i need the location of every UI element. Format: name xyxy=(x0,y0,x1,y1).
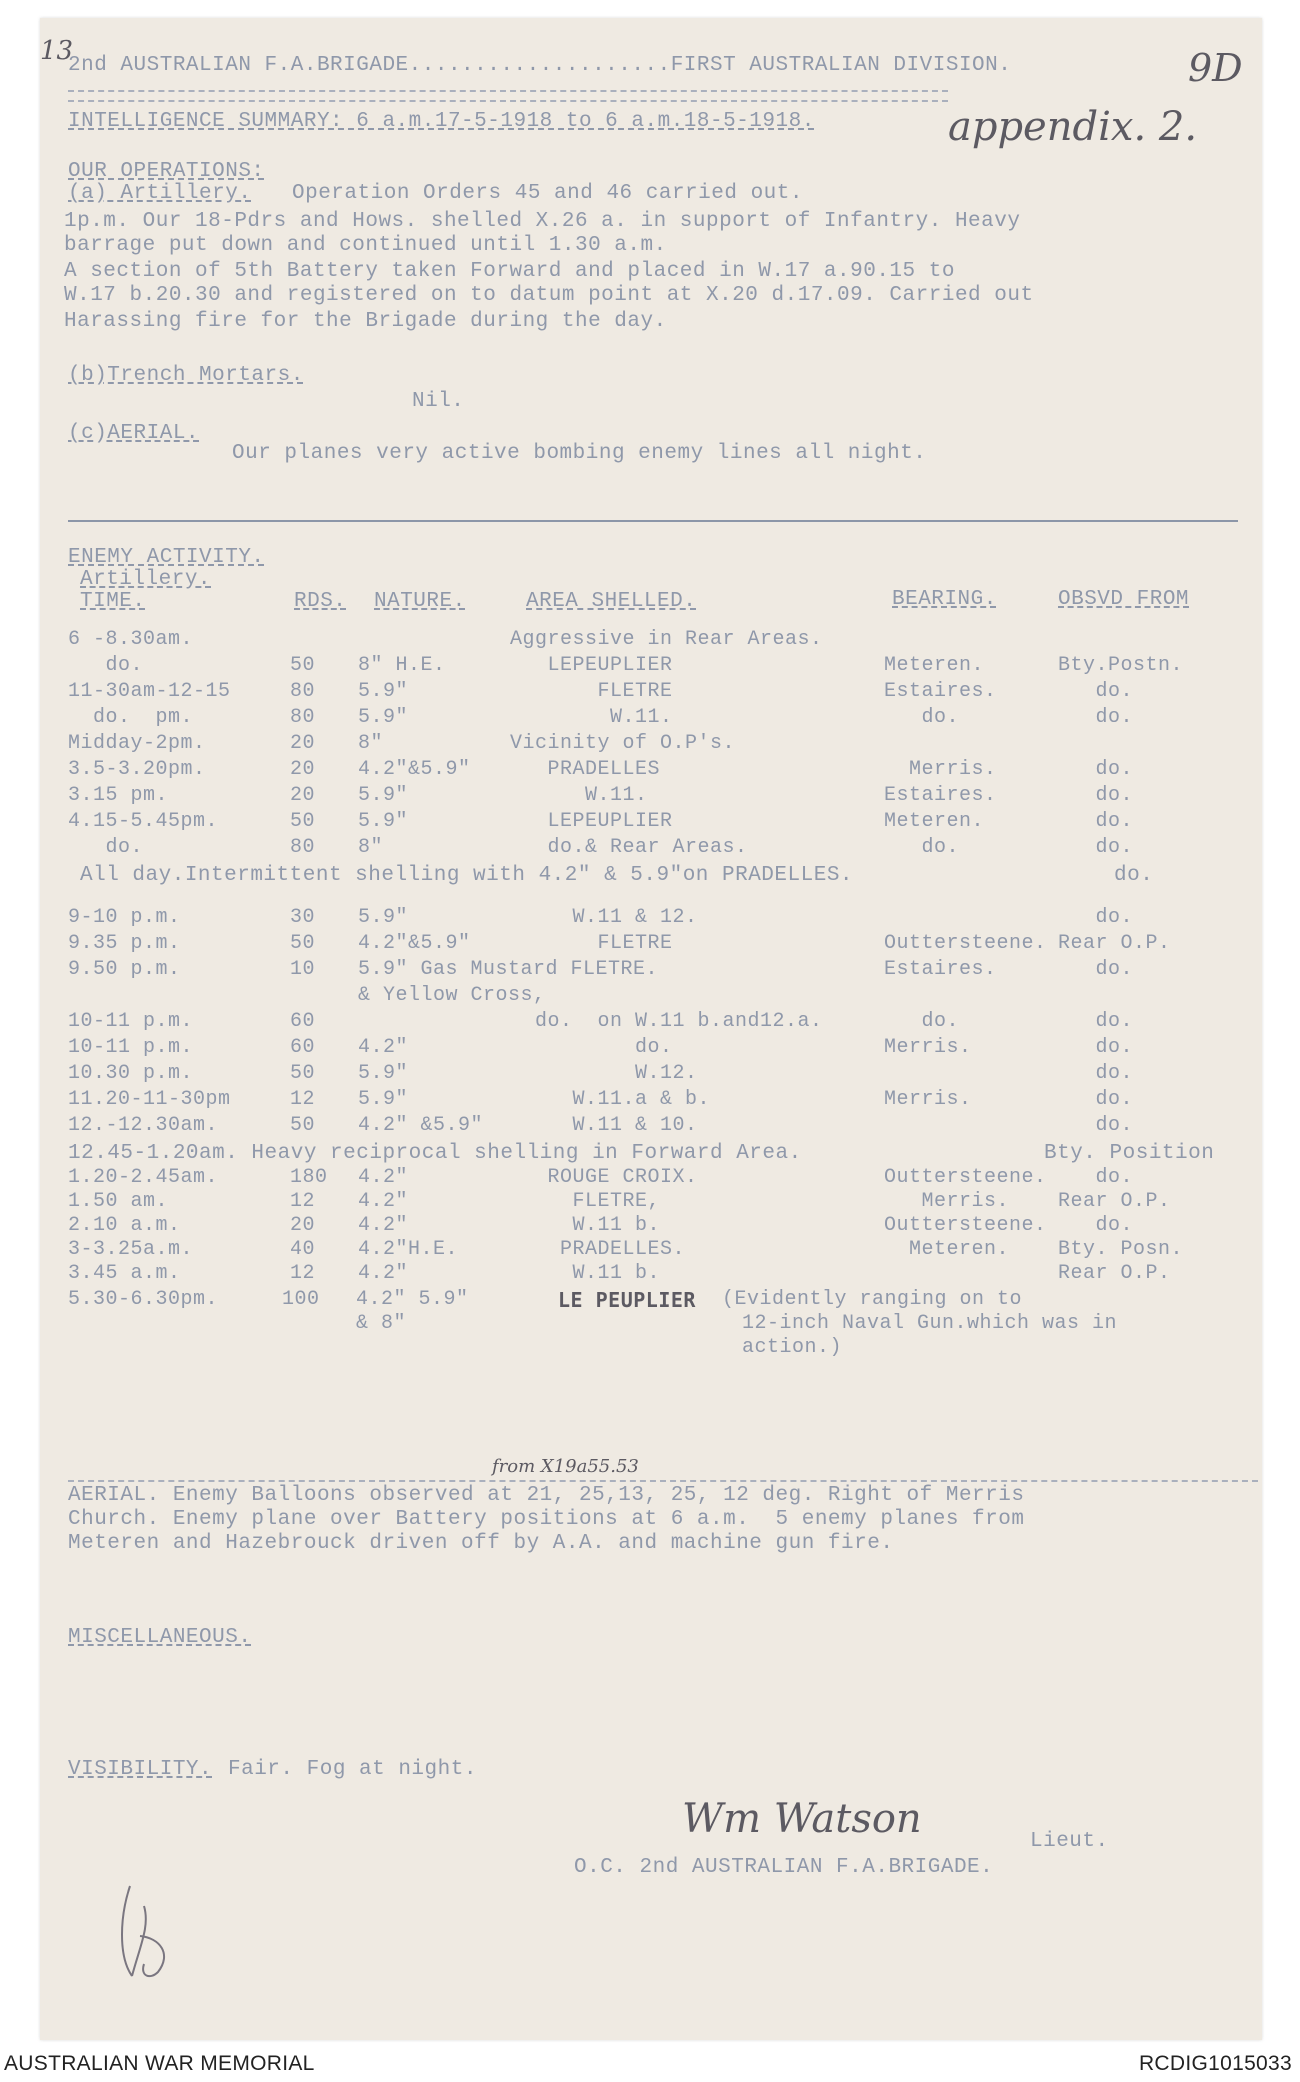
cell-rds: 80 xyxy=(290,706,316,729)
cell-nature: 5.9" xyxy=(358,906,409,929)
table-row xyxy=(40,1036,1262,1062)
cell-bearing: Outtersteene. xyxy=(884,1166,1047,1189)
cell-time: 10.30 p.m. xyxy=(68,1062,194,1085)
artillery-text: Operation Orders 45 and 46 carried out. xyxy=(292,182,803,205)
cell-area: do. on W.11 b.and12.a. xyxy=(510,1010,823,1033)
table-row xyxy=(40,1262,1262,1288)
last-row-rds: 100 xyxy=(282,1288,320,1311)
cell-obs: Rear O.P. xyxy=(1058,932,1171,955)
table-row xyxy=(40,1114,1262,1140)
cell-rds: 50 xyxy=(290,810,316,833)
cell-time: 9-10 p.m. xyxy=(68,906,181,929)
aerial-line-3: Meteren and Hazebrouck driven off by A.A. and machine gun fire. xyxy=(68,1532,894,1555)
artillery-line-2: barrage put down and continued until 1.30 a.m. xyxy=(64,234,667,257)
cell-time: 10-11 p.m. xyxy=(68,1010,194,1033)
cell-nature: 5.9" xyxy=(358,706,409,729)
cell-nature: 8" H.E. xyxy=(358,654,446,677)
cell-obs: do. xyxy=(1058,1062,1134,1085)
cell-time: 3.15 pm. xyxy=(68,784,169,807)
cell-nature: 4.2" &5.9" xyxy=(358,1114,484,1137)
cell-area: do. xyxy=(510,1036,673,1059)
last-row-nature: 4.2" 5.9" xyxy=(356,1288,469,1311)
heavy-shelling-obs: Bty. Position xyxy=(1044,1142,1215,1165)
cell-rds: 10 xyxy=(290,958,316,981)
cell-obs: do. xyxy=(1058,1114,1134,1137)
cell-nature: 4.2" xyxy=(358,1036,409,1059)
signature-office: O.C. 2nd AUSTRALIAN F.A.BRIGADE. xyxy=(574,1856,994,1879)
cell-bearing: Meteren. xyxy=(884,1238,1010,1261)
table-row xyxy=(40,1062,1262,1088)
cell-nature: 4.2" xyxy=(358,1214,409,1237)
cell-nature: 5.9" xyxy=(358,1088,409,1111)
last-row-area: LE PEUPLIER xyxy=(558,1288,696,1312)
cell-time: do. pm. xyxy=(68,706,194,729)
cell-nature: 4.2"H.E. xyxy=(358,1238,459,1261)
col-nature: NATURE. xyxy=(374,590,466,613)
aerial-label: (c)AERIAL. xyxy=(68,422,200,445)
operations-heading: OUR OPERATIONS: xyxy=(68,160,265,183)
cell-obs: do. xyxy=(1058,1214,1134,1237)
all-day-obs: do. xyxy=(1114,864,1154,887)
cell-area: LEPEUPLIER xyxy=(510,654,673,677)
col-bearing: BEARING. xyxy=(892,588,997,611)
cell-bearing: do. xyxy=(884,706,960,729)
cell-nature: 5.9" xyxy=(358,1062,409,1085)
table-row xyxy=(40,732,1262,758)
cell-bearing: Outtersteene. xyxy=(884,1214,1047,1237)
signature: Wm Watson xyxy=(682,1796,922,1842)
cell-area: W.11 & 12. xyxy=(510,906,698,929)
table-row xyxy=(40,810,1262,836)
cell-obs: do. xyxy=(1058,706,1134,729)
cell-rds: 80 xyxy=(290,836,316,859)
cell-bearing: do. xyxy=(884,836,960,859)
table-row xyxy=(40,1010,1262,1036)
table-row xyxy=(40,958,1262,984)
table-row xyxy=(40,932,1262,958)
cell-area: W.11 & 10. xyxy=(510,1114,698,1137)
header-title: 2nd AUSTRALIAN F.A.BRIGADE....................FIRST AUSTRALIAN DIVISION. xyxy=(68,54,1012,77)
cell-rds: 30 xyxy=(290,906,316,929)
cell-time: 1.20-2.45am. xyxy=(68,1166,219,1189)
table-row xyxy=(40,984,1262,1010)
initials-mark xyxy=(110,1876,190,1986)
cell-obs: do. xyxy=(1058,836,1134,859)
cell-rds: 50 xyxy=(290,932,316,955)
cell-time: 2.10 a.m. xyxy=(68,1214,181,1237)
all-day-line: All day.Intermittent shelling with 4.2" & 5.9"on PRADELLES. xyxy=(80,864,854,887)
cell-time: 9.35 p.m. xyxy=(68,932,181,955)
cell-rds: 60 xyxy=(290,1010,316,1033)
signature-rank: Lieut. xyxy=(1030,1830,1109,1853)
heavy-shelling-line: 12.45-1.20am. Heavy reciprocal shelling in Forward Area. xyxy=(68,1142,802,1165)
artillery-line-4: W.17 b.20.30 and registered on to datum point at X.20 d.17.09. Carried out xyxy=(64,284,1034,307)
cell-time: Midday-2pm. xyxy=(68,732,206,755)
artillery-label: (a) Artillery. xyxy=(68,182,252,205)
cell-time: 12.-12.30am. xyxy=(68,1114,219,1137)
cell-area: PRADELLES xyxy=(510,758,661,781)
table-row xyxy=(40,1088,1262,1114)
cell-time: 3.45 a.m. xyxy=(68,1262,181,1285)
cell-obs: Bty. Posn. xyxy=(1058,1238,1184,1261)
summary-title: INTELLIGENCE SUMMARY: 6 a.m.17-5-1918 to 6 a.m.18-5-1918. xyxy=(68,110,815,133)
aerial-line-2: Church. Enemy plane over Battery positions at 6 a.m. 5 enemy planes from xyxy=(68,1508,1025,1531)
table-row xyxy=(40,1214,1262,1240)
cell-obs: Bty.Postn. xyxy=(1058,654,1184,677)
artillery-line-3: A section of 5th Battery taken Forward and placed in W.17 a.90.15 to xyxy=(64,260,955,283)
table-row xyxy=(40,784,1262,810)
cell-obs: do. xyxy=(1058,758,1134,781)
page-mark: 9D xyxy=(1188,46,1243,90)
footer-left: AUSTRALIAN WAR MEMORIAL xyxy=(4,2052,315,2075)
cell-area: W.11 b. xyxy=(510,1262,661,1285)
cell-obs: do. xyxy=(1058,1166,1134,1189)
cell-bearing: Merris. xyxy=(884,758,997,781)
artillery-line-1: 1p.m. Our 18-Pdrs and Hows. shelled X.26 a. in support of Infantry. Heavy xyxy=(64,210,1021,233)
cell-area: LEPEUPLIER xyxy=(510,810,673,833)
cell-bearing: Merris. xyxy=(884,1190,1010,1213)
cell-rds: 20 xyxy=(290,732,316,755)
cell-time: do. xyxy=(68,836,144,859)
cell-area: PRADELLES. xyxy=(510,1238,686,1261)
cell-obs: do. xyxy=(1058,680,1134,703)
header-divider xyxy=(68,90,948,92)
cell-obs: do. xyxy=(1058,906,1134,929)
cell-rds: 50 xyxy=(290,1062,316,1085)
cell-bearing: do. xyxy=(884,1010,960,1033)
table-row xyxy=(40,1166,1262,1192)
cell-bearing: Merris. xyxy=(884,1036,972,1059)
last-row-note-3: action.) xyxy=(742,1336,843,1359)
cell-nature: 5.9" Gas Mustard FLETRE. xyxy=(358,958,659,981)
cell-bearing: Meteren. xyxy=(884,810,985,833)
cell-area: FLETRE, xyxy=(510,1190,661,1213)
cell-obs: do. xyxy=(1058,958,1134,981)
document-page xyxy=(40,18,1262,2040)
cell-rds: 12 xyxy=(290,1088,316,1111)
cell-time: 6 -8.30am. xyxy=(68,628,194,651)
aerial-text: Our planes very active bombing enemy lines all night. xyxy=(232,442,927,465)
cell-bearing: Estaires. xyxy=(884,784,997,807)
aerial-line-1: AERIAL. Enemy Balloons observed at 21, 25,13, 25, 12 deg. Right of Merris xyxy=(68,1484,1025,1507)
cell-nature: 4.2"&5.9" xyxy=(358,932,471,955)
col-time: TIME. xyxy=(80,590,146,613)
header-divider-2 xyxy=(68,100,948,102)
cell-rds: 20 xyxy=(290,1214,316,1237)
table-row xyxy=(40,706,1262,732)
cell-time: 11-30am-12-15 xyxy=(68,680,231,703)
cell-time: 1.50 am. xyxy=(68,1190,169,1213)
cell-bearing: Meteren. xyxy=(884,654,985,677)
cell-obs: Rear O.P. xyxy=(1058,1190,1171,1213)
cell-area: W.11. xyxy=(510,706,673,729)
cell-rds: 50 xyxy=(290,1114,316,1137)
cell-time: 4.15-5.45pm. xyxy=(68,810,219,833)
trench-mortars-text: Nil. xyxy=(412,390,465,413)
cell-rds: 20 xyxy=(290,758,316,781)
cell-area: W.12. xyxy=(510,1062,698,1085)
cell-obs: do. xyxy=(1058,1088,1134,1111)
cell-bearing: Estaires. xyxy=(884,680,997,703)
aerial-insert: from X19a55.53 xyxy=(492,1456,639,1477)
artillery-line-5: Harassing fire for the Brigade during the day. xyxy=(64,310,667,333)
cell-bearing: Estaires. xyxy=(884,958,997,981)
cell-rds: 40 xyxy=(290,1238,316,1261)
cell-area: FLETRE xyxy=(510,932,673,955)
cell-rds: 12 xyxy=(290,1262,316,1285)
cell-rds: 50 xyxy=(290,654,316,677)
cell-nature: 8" xyxy=(358,732,384,755)
cell-bearing: Merris. xyxy=(884,1088,972,1111)
cell-area: W.11 b. xyxy=(510,1214,661,1237)
trench-mortars-label: (b)Trench Mortars. xyxy=(68,364,304,387)
corner-mark: 13 xyxy=(40,36,74,66)
cell-rds: 80 xyxy=(290,680,316,703)
last-row-note-1: (Evidently ranging on to xyxy=(722,1288,1023,1311)
cell-time: do. xyxy=(68,654,144,677)
cell-nature: 4.2" xyxy=(358,1190,409,1213)
cell-bearing: Outtersteene. xyxy=(884,932,1047,955)
table-row xyxy=(40,836,1262,862)
cell-time: 9.50 p.m. xyxy=(68,958,181,981)
footer-right: RCDIG1015033 xyxy=(1138,2052,1292,2075)
cell-area: W.11. xyxy=(510,784,648,807)
cell-nature: 4.2"&5.9" xyxy=(358,758,471,781)
col-area: AREA SHELLED. xyxy=(526,590,697,613)
appendix-note: appendix. 2. xyxy=(948,104,1198,150)
cell-rds: 180 xyxy=(290,1166,328,1189)
visibility-label: VISIBILITY. xyxy=(68,1758,213,1781)
cell-time: 3-3.25a.m. xyxy=(68,1238,194,1261)
visibility-text: Fair. Fog at night. xyxy=(228,1758,477,1781)
cell-area: do.& Rear Areas. xyxy=(510,836,748,859)
cell-obs: Rear O.P. xyxy=(1058,1262,1171,1285)
table-row xyxy=(40,628,1262,654)
cell-time: 11.20-11-30pm xyxy=(68,1088,231,1111)
col-obs: OBSVD FROM xyxy=(1058,588,1190,611)
cell-obs: do. xyxy=(1058,1036,1134,1059)
cell-nature: 5.9" xyxy=(358,784,409,807)
last-row-note-2: 12-inch Naval Gun.which was in xyxy=(742,1312,1118,1335)
table-row xyxy=(40,758,1262,784)
table-row xyxy=(40,1238,1262,1264)
cell-area: ROUGE CROIX. xyxy=(510,1166,698,1189)
cell-time: 3.5-3.20pm. xyxy=(68,758,206,781)
cell-area: W.11.a & b. xyxy=(510,1088,711,1111)
table-row xyxy=(40,680,1262,706)
last-row-time: 5.30-6.30pm. xyxy=(68,1288,219,1311)
cell-nature: 4.2" xyxy=(358,1166,409,1189)
col-rds: RDS. xyxy=(294,590,347,613)
cell-rds: 12 xyxy=(290,1190,316,1213)
cell-time: 10-11 p.m. xyxy=(68,1036,194,1059)
cell-nature: 4.2" xyxy=(358,1262,409,1285)
cell-nature: & Yellow Cross, xyxy=(358,984,546,1007)
enemy-heading: ENEMY ACTIVITY. xyxy=(68,546,265,569)
cell-obs: do. xyxy=(1058,784,1134,807)
cell-rds: 20 xyxy=(290,784,316,807)
table-row xyxy=(40,906,1262,932)
cell-area: Aggressive in Rear Areas. xyxy=(510,628,823,651)
cell-rds: 60 xyxy=(290,1036,316,1059)
cell-nature: 5.9" xyxy=(358,680,409,703)
cell-area: FLETRE xyxy=(510,680,673,703)
cell-area: Vicinity of O.P's. xyxy=(510,732,736,755)
cell-nature: 5.9" xyxy=(358,810,409,833)
table-row xyxy=(40,654,1262,680)
last-row-nature-2: & 8" xyxy=(356,1312,407,1335)
misc-heading: MISCELLANEOUS. xyxy=(68,1626,252,1649)
section-divider xyxy=(68,520,1238,522)
cell-obs: do. xyxy=(1058,810,1134,833)
cell-obs: do. xyxy=(1058,1010,1134,1033)
aerial-divider xyxy=(68,1480,1258,1482)
enemy-subheading: Artillery. xyxy=(80,568,212,591)
cell-nature: 8" xyxy=(358,836,384,859)
table-row xyxy=(40,1190,1262,1216)
